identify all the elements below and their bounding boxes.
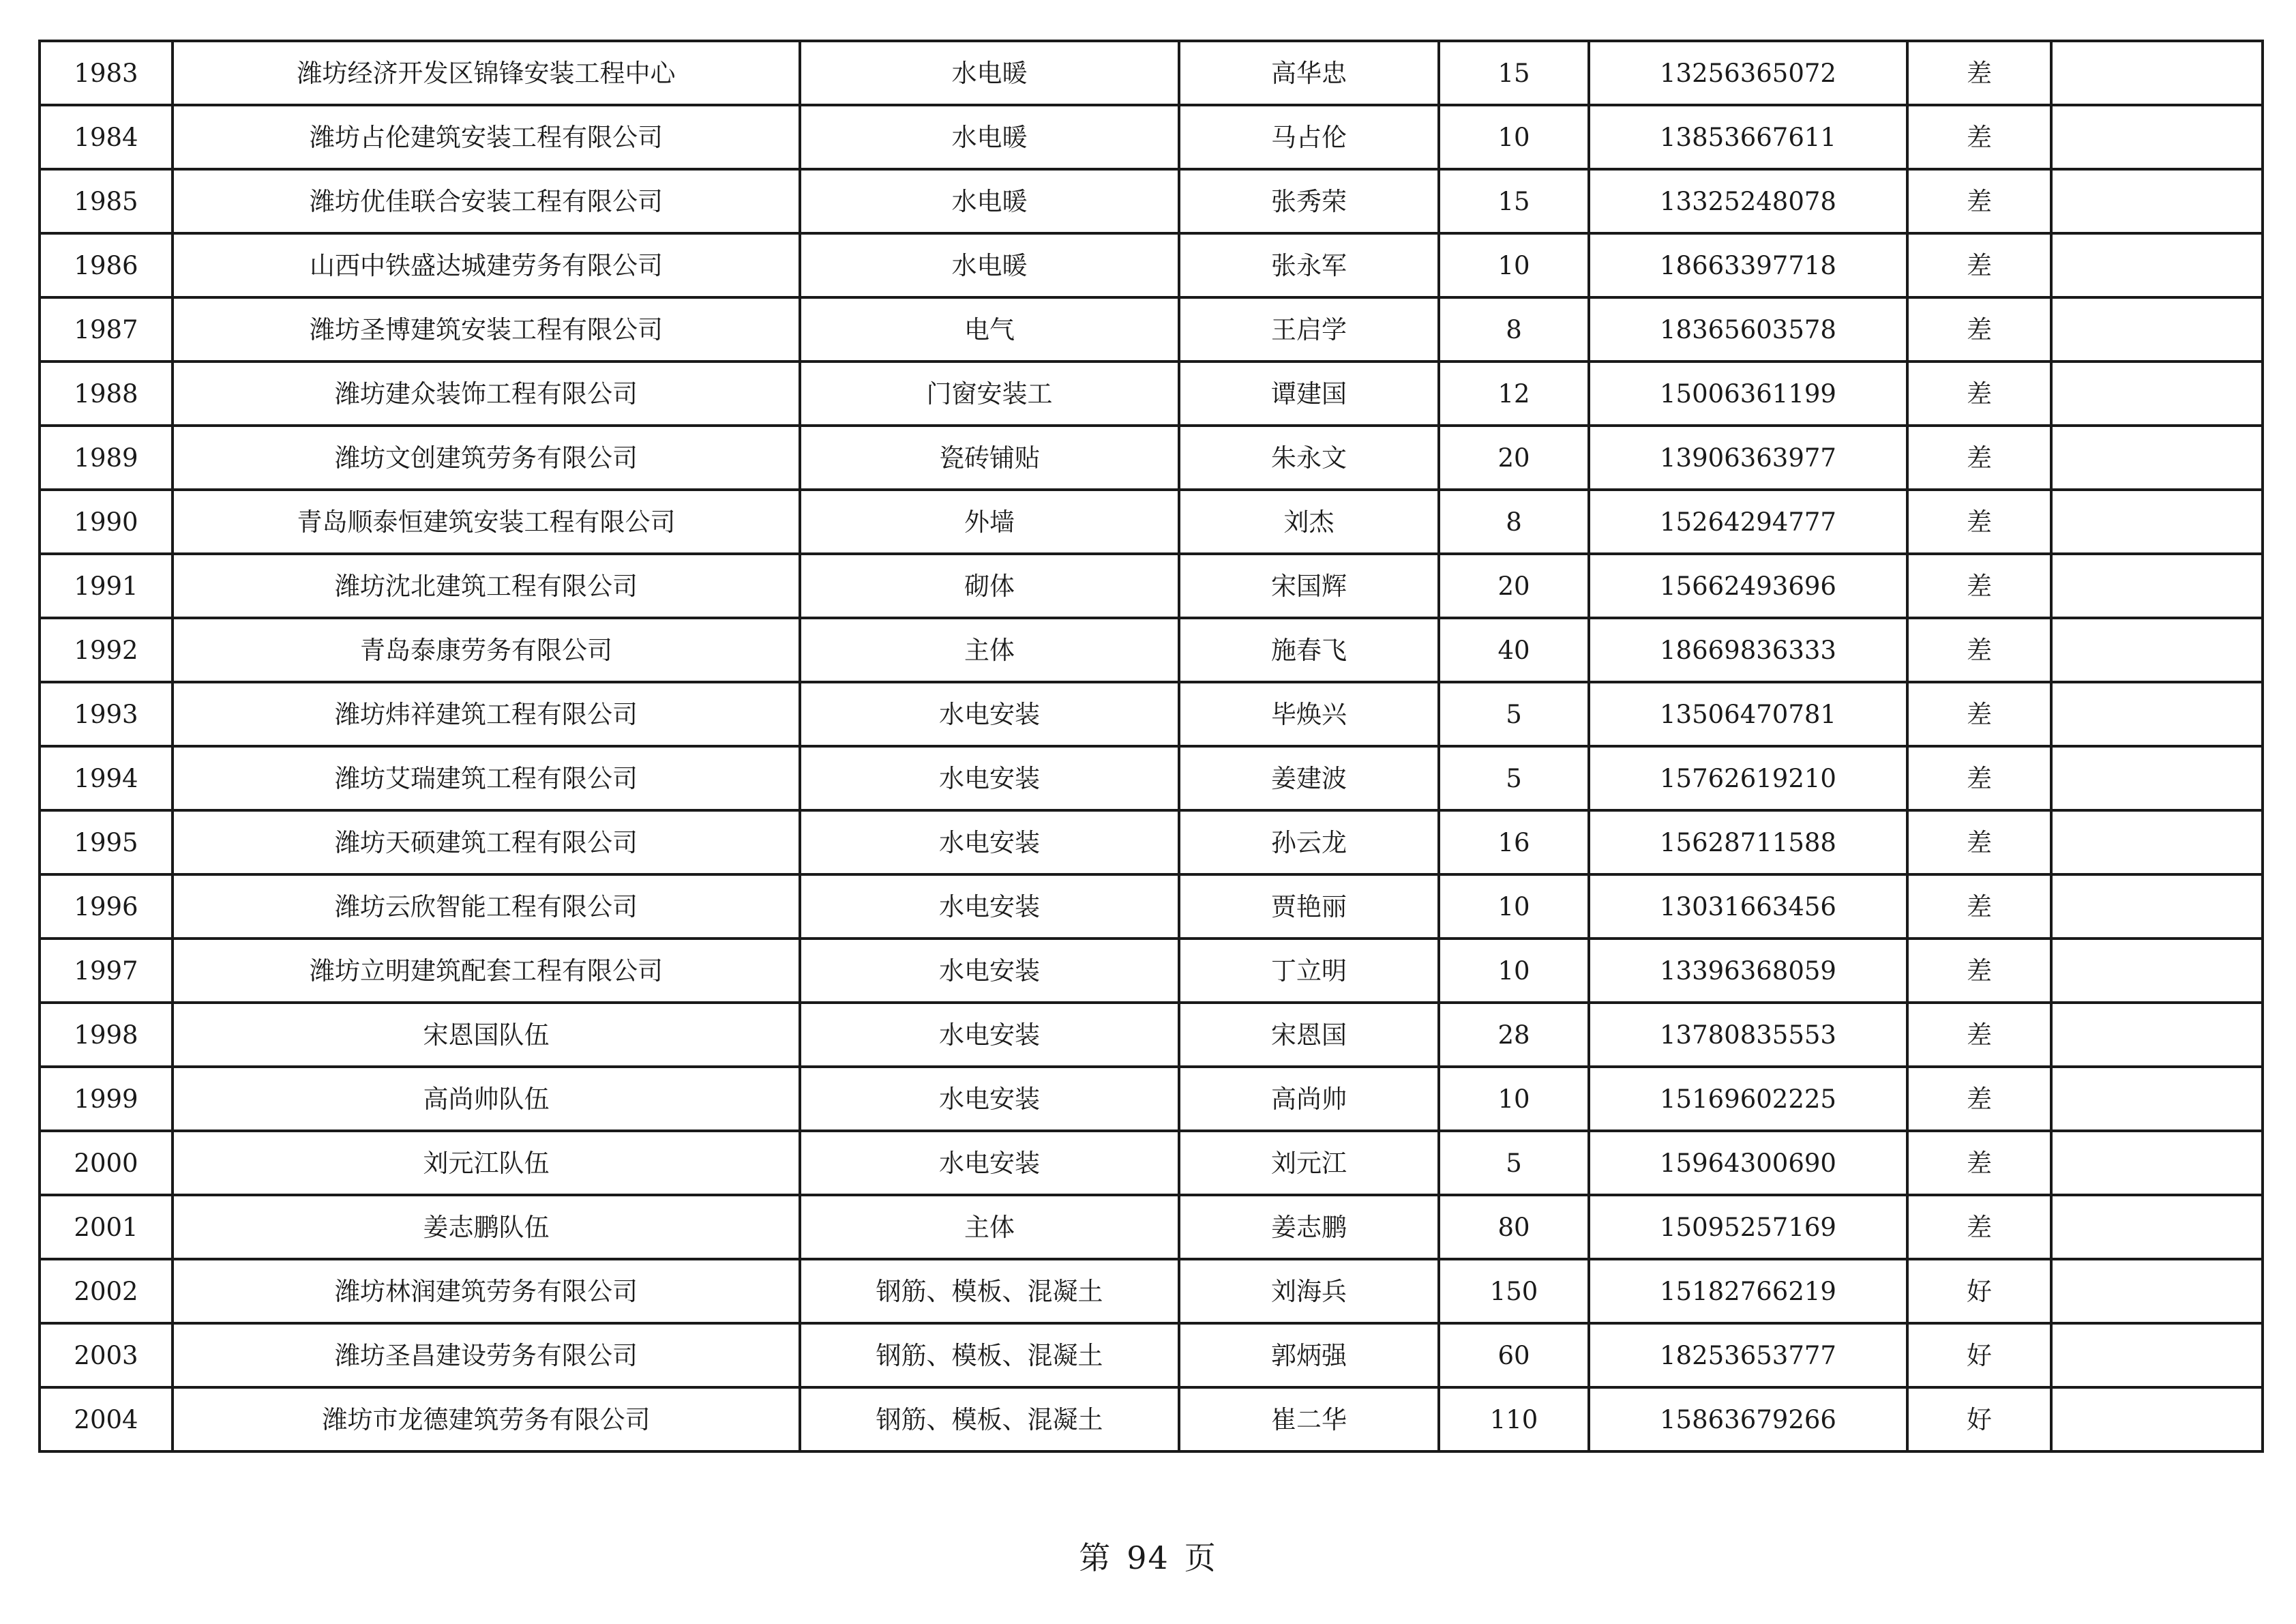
trade-cell: 水电安装 [800, 1067, 1179, 1131]
remarks-cell [2051, 682, 2263, 746]
worker-count-cell: 15 [1439, 169, 1589, 233]
row-index-cell: 2003 [40, 1323, 173, 1387]
row-index-cell: 1987 [40, 297, 173, 361]
contact-name-cell: 姜建波 [1179, 746, 1439, 810]
company-name-cell: 潍坊林润建筑劳务有限公司 [173, 1259, 800, 1323]
trade-cell: 水电安装 [800, 874, 1179, 939]
table-body [40, 41, 2263, 1451]
phone-cell: 15182766219 [1589, 1259, 1907, 1323]
remarks-cell [2051, 1003, 2263, 1067]
remarks-cell [2051, 618, 2263, 682]
worker-count-cell: 5 [1439, 682, 1589, 746]
trade-cell: 水电安装 [800, 1131, 1179, 1195]
rating-cell: 差 [1907, 105, 2051, 169]
worker-count-cell: 10 [1439, 874, 1589, 939]
worker-count-cell: 60 [1439, 1323, 1589, 1387]
worker-count-cell: 5 [1439, 1131, 1589, 1195]
contact-name-cell: 高华忠 [1179, 41, 1439, 105]
rating-cell: 差 [1907, 682, 2051, 746]
rating-cell: 差 [1907, 361, 2051, 426]
remarks-cell [2051, 874, 2263, 939]
company-name-cell: 潍坊建众装饰工程有限公司 [173, 361, 800, 426]
worker-count-cell: 8 [1439, 490, 1589, 554]
table-row [40, 1259, 2263, 1323]
table-row [40, 41, 2263, 105]
remarks-cell [2051, 105, 2263, 169]
table-row [40, 169, 2263, 233]
worker-count-cell: 20 [1439, 554, 1589, 618]
phone-cell: 18253653777 [1589, 1323, 1907, 1387]
row-index-cell: 1994 [40, 746, 173, 810]
rating-cell: 好 [1907, 1259, 2051, 1323]
company-name-cell: 潍坊沈北建筑工程有限公司 [173, 554, 800, 618]
row-index-cell: 2000 [40, 1131, 173, 1195]
contact-name-cell: 宋国辉 [1179, 554, 1439, 618]
row-index-cell: 1985 [40, 169, 173, 233]
remarks-cell [2051, 554, 2263, 618]
row-index-cell: 1983 [40, 41, 173, 105]
remarks-cell [2051, 41, 2263, 105]
remarks-cell [2051, 939, 2263, 1003]
remarks-cell [2051, 426, 2263, 490]
phone-cell: 13256365072 [1589, 41, 1907, 105]
trade-cell: 主体 [800, 1195, 1179, 1259]
worker-count-cell: 28 [1439, 1003, 1589, 1067]
table-row [40, 746, 2263, 810]
phone-cell: 15264294777 [1589, 490, 1907, 554]
company-name-cell: 青岛顺泰恒建筑安装工程有限公司 [173, 490, 800, 554]
phone-cell: 15628711588 [1589, 810, 1907, 874]
row-index-cell: 2004 [40, 1387, 173, 1451]
worker-count-cell: 10 [1439, 939, 1589, 1003]
company-name-cell: 潍坊立明建筑配套工程有限公司 [173, 939, 800, 1003]
rating-cell: 差 [1907, 939, 2051, 1003]
remarks-cell [2051, 1323, 2263, 1387]
row-index-cell: 1997 [40, 939, 173, 1003]
contact-name-cell: 郭炳强 [1179, 1323, 1439, 1387]
table-row [40, 810, 2263, 874]
trade-cell: 钢筋、模板、混凝土 [800, 1387, 1179, 1451]
row-index-cell: 1986 [40, 233, 173, 297]
contact-name-cell: 刘杰 [1179, 490, 1439, 554]
trade-cell: 电气 [800, 297, 1179, 361]
table-row [40, 105, 2263, 169]
page-number: 94 [1127, 1539, 1169, 1576]
table-row [40, 1195, 2263, 1259]
table-row [40, 1323, 2263, 1387]
trade-cell: 水电暖 [800, 169, 1179, 233]
rating-cell: 差 [1907, 1195, 2051, 1259]
contact-name-cell: 崔二华 [1179, 1387, 1439, 1451]
phone-cell: 15863679266 [1589, 1387, 1907, 1451]
table-row [40, 939, 2263, 1003]
table-row [40, 426, 2263, 490]
contact-name-cell: 高尚帅 [1179, 1067, 1439, 1131]
row-index-cell: 1988 [40, 361, 173, 426]
trade-cell: 门窗安装工 [800, 361, 1179, 426]
remarks-cell [2051, 233, 2263, 297]
remarks-cell [2051, 1067, 2263, 1131]
table-row [40, 618, 2263, 682]
company-name-cell: 潍坊圣博建筑安装工程有限公司 [173, 297, 800, 361]
worker-count-cell: 110 [1439, 1387, 1589, 1451]
phone-cell: 13506470781 [1589, 682, 1907, 746]
row-index-cell: 1992 [40, 618, 173, 682]
contractor-table [38, 40, 2264, 1453]
remarks-cell [2051, 361, 2263, 426]
trade-cell: 水电安装 [800, 746, 1179, 810]
company-name-cell: 潍坊圣昌建设劳务有限公司 [173, 1323, 800, 1387]
rating-cell: 差 [1907, 426, 2051, 490]
trade-cell: 钢筋、模板、混凝土 [800, 1259, 1179, 1323]
company-name-cell: 潍坊艾瑞建筑工程有限公司 [173, 746, 800, 810]
table-row [40, 554, 2263, 618]
row-index-cell: 1996 [40, 874, 173, 939]
rating-cell: 好 [1907, 1387, 2051, 1451]
phone-cell: 15006361199 [1589, 361, 1907, 426]
row-index-cell: 1993 [40, 682, 173, 746]
phone-cell: 13396368059 [1589, 939, 1907, 1003]
rating-cell: 差 [1907, 1003, 2051, 1067]
table-row [40, 1003, 2263, 1067]
table-row [40, 297, 2263, 361]
trade-cell: 水电安装 [800, 939, 1179, 1003]
contact-name-cell: 谭建国 [1179, 361, 1439, 426]
phone-cell: 15964300690 [1589, 1131, 1907, 1195]
worker-count-cell: 150 [1439, 1259, 1589, 1323]
row-index-cell: 1984 [40, 105, 173, 169]
rating-cell: 差 [1907, 233, 2051, 297]
worker-count-cell: 10 [1439, 105, 1589, 169]
trade-cell: 钢筋、模板、混凝土 [800, 1323, 1179, 1387]
rating-cell: 差 [1907, 169, 2051, 233]
page-footer [0, 1533, 2296, 1578]
company-name-cell: 刘元江队伍 [173, 1131, 800, 1195]
phone-cell: 18663397718 [1589, 233, 1907, 297]
worker-count-cell: 80 [1439, 1195, 1589, 1259]
phone-cell: 13906363977 [1589, 426, 1907, 490]
company-name-cell: 高尚帅队伍 [173, 1067, 800, 1131]
contact-name-cell: 宋恩国 [1179, 1003, 1439, 1067]
contact-name-cell: 姜志鹏 [1179, 1195, 1439, 1259]
contact-name-cell: 朱永文 [1179, 426, 1439, 490]
table-row [40, 361, 2263, 426]
company-name-cell: 潍坊云欣智能工程有限公司 [173, 874, 800, 939]
remarks-cell [2051, 490, 2263, 554]
company-name-cell: 潍坊文创建筑劳务有限公司 [173, 426, 800, 490]
rating-cell: 差 [1907, 1131, 2051, 1195]
trade-cell: 水电暖 [800, 105, 1179, 169]
remarks-cell [2051, 1259, 2263, 1323]
company-name-cell: 潍坊市龙德建筑劳务有限公司 [173, 1387, 800, 1451]
worker-count-cell: 8 [1439, 297, 1589, 361]
phone-cell: 13853667611 [1589, 105, 1907, 169]
rating-cell: 差 [1907, 554, 2051, 618]
contact-name-cell: 刘元江 [1179, 1131, 1439, 1195]
table-row [40, 682, 2263, 746]
trade-cell: 水电暖 [800, 233, 1179, 297]
rating-cell: 差 [1907, 1067, 2051, 1131]
contact-name-cell: 毕焕兴 [1179, 682, 1439, 746]
table-row [40, 1387, 2263, 1451]
contact-name-cell: 丁立明 [1179, 939, 1439, 1003]
worker-count-cell: 10 [1439, 233, 1589, 297]
worker-count-cell: 16 [1439, 810, 1589, 874]
trade-cell: 主体 [800, 618, 1179, 682]
rating-cell: 差 [1907, 874, 2051, 939]
company-name-cell: 潍坊炜祥建筑工程有限公司 [173, 682, 800, 746]
contact-name-cell: 王启学 [1179, 297, 1439, 361]
phone-cell: 18669836333 [1589, 618, 1907, 682]
contact-name-cell: 马占伦 [1179, 105, 1439, 169]
row-index-cell: 1998 [40, 1003, 173, 1067]
company-name-cell: 姜志鹏队伍 [173, 1195, 800, 1259]
worker-count-cell: 20 [1439, 426, 1589, 490]
contact-name-cell: 刘海兵 [1179, 1259, 1439, 1323]
phone-cell: 15762619210 [1589, 746, 1907, 810]
table-row [40, 233, 2263, 297]
company-name-cell: 潍坊经济开发区锦锋安装工程中心 [173, 41, 800, 105]
rating-cell: 差 [1907, 810, 2051, 874]
contact-name-cell: 孙云龙 [1179, 810, 1439, 874]
remarks-cell [2051, 1387, 2263, 1451]
table-row [40, 490, 2263, 554]
rating-cell: 差 [1907, 41, 2051, 105]
phone-cell: 15095257169 [1589, 1195, 1907, 1259]
worker-count-cell: 15 [1439, 41, 1589, 105]
row-index-cell: 1995 [40, 810, 173, 874]
row-index-cell: 2001 [40, 1195, 173, 1259]
worker-count-cell: 5 [1439, 746, 1589, 810]
trade-cell: 水电安装 [800, 810, 1179, 874]
contact-name-cell: 张秀荣 [1179, 169, 1439, 233]
rating-cell: 差 [1907, 490, 2051, 554]
remarks-cell [2051, 1195, 2263, 1259]
page-label-suffix: 页 [1184, 1539, 1217, 1576]
table-row [40, 1067, 2263, 1131]
company-name-cell: 潍坊占伦建筑安装工程有限公司 [173, 105, 800, 169]
phone-cell: 13325248078 [1589, 169, 1907, 233]
worker-count-cell: 40 [1439, 618, 1589, 682]
row-index-cell: 2002 [40, 1259, 173, 1323]
row-index-cell: 1989 [40, 426, 173, 490]
rating-cell: 差 [1907, 297, 2051, 361]
phone-cell: 18365603578 [1589, 297, 1907, 361]
trade-cell: 水电安装 [800, 1003, 1179, 1067]
trade-cell: 砌体 [800, 554, 1179, 618]
remarks-cell [2051, 746, 2263, 810]
worker-count-cell: 10 [1439, 1067, 1589, 1131]
row-index-cell: 1990 [40, 490, 173, 554]
contact-name-cell: 贾艳丽 [1179, 874, 1439, 939]
phone-cell: 13780835553 [1589, 1003, 1907, 1067]
remarks-cell [2051, 1131, 2263, 1195]
company-name-cell: 青岛泰康劳务有限公司 [173, 618, 800, 682]
phone-cell: 13031663456 [1589, 874, 1907, 939]
contact-name-cell: 张永军 [1179, 233, 1439, 297]
trade-cell: 外墙 [800, 490, 1179, 554]
row-index-cell: 1999 [40, 1067, 173, 1131]
remarks-cell [2051, 297, 2263, 361]
phone-cell: 15169602225 [1589, 1067, 1907, 1131]
worker-count-cell: 12 [1439, 361, 1589, 426]
table-row [40, 874, 2263, 939]
page-label-prefix: 第 [1079, 1539, 1112, 1576]
trade-cell: 水电安装 [800, 682, 1179, 746]
table-row [40, 1131, 2263, 1195]
company-name-cell: 山西中铁盛达城建劳务有限公司 [173, 233, 800, 297]
trade-cell: 瓷砖铺贴 [800, 426, 1179, 490]
rating-cell: 差 [1907, 746, 2051, 810]
remarks-cell [2051, 810, 2263, 874]
phone-cell: 15662493696 [1589, 554, 1907, 618]
trade-cell: 水电暖 [800, 41, 1179, 105]
remarks-cell [2051, 169, 2263, 233]
contact-name-cell: 施春飞 [1179, 618, 1439, 682]
company-name-cell: 潍坊优佳联合安装工程有限公司 [173, 169, 800, 233]
rating-cell: 好 [1907, 1323, 2051, 1387]
row-index-cell: 1991 [40, 554, 173, 618]
company-name-cell: 潍坊天硕建筑工程有限公司 [173, 810, 800, 874]
company-name-cell: 宋恩国队伍 [173, 1003, 800, 1067]
rating-cell: 差 [1907, 618, 2051, 682]
